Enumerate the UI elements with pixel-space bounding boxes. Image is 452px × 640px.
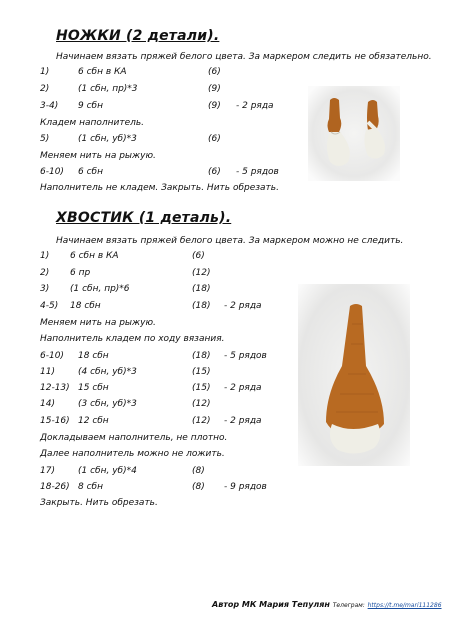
legs-row-5-num: 5) <box>40 134 50 144</box>
tail-row-10-num: 14) <box>40 399 55 409</box>
tail-row-1-text: 6 сбн в КА <box>70 251 119 261</box>
tail-row-14-count: (8) <box>192 466 205 476</box>
legs-row-3-num: 3-4) <box>40 101 59 111</box>
tail-row-15-count: (8) <box>192 482 205 492</box>
tail-row-9-num: 12-13) <box>40 383 70 393</box>
tail-row-10-count: (12) <box>192 399 211 409</box>
legs-row-1-count: (6) <box>208 67 221 77</box>
tail-row-2-text: 6 пр <box>70 268 91 278</box>
legs-intro: Начинаем вязать пряжей белого цвета. За маркером следить не обязательно. <box>56 52 432 62</box>
legs-row-3-text: 9 сбн <box>78 101 103 111</box>
tail-row-2-count: (12) <box>192 268 211 278</box>
tail-row-4-num: 4-5) <box>40 301 59 311</box>
legs-row-7-note: - 5 рядов <box>236 167 279 177</box>
legs-row-2-count: (9) <box>208 84 221 94</box>
tail-row-14-num: 17) <box>40 466 55 476</box>
tail-row-13-text: Далее наполнитель можно не ложить. <box>40 449 225 459</box>
tail-row-15-note: - 9 рядов <box>224 482 267 492</box>
tail-row-7-num: 6-10) <box>40 351 64 361</box>
tail-row-15-num: 18-26) <box>40 482 70 492</box>
tail-row-3-num: 3) <box>40 284 50 294</box>
legs-row-5-count: (6) <box>208 134 221 144</box>
tail-row-11-num: 15-16) <box>40 416 70 426</box>
tail-row-1-count: (6) <box>192 251 205 261</box>
footer <box>212 600 442 609</box>
tail-row-8-text: (4 сбн, уб)*3 <box>78 367 137 377</box>
tail-row-4-text: 18 сбн <box>70 301 101 311</box>
tail-row-15-text: 8 сбн <box>78 482 103 492</box>
tail-row-11-text: 12 сбн <box>78 416 109 426</box>
telegram-link[interactable]: https://t.me/mari111286 <box>367 602 442 609</box>
legs-row-3-count: (9) <box>208 101 221 111</box>
tail-row-16-text: Закрыть. Нить обрезать. <box>40 498 158 508</box>
legs-row-5-text: (1 сбн, уб)*3 <box>78 134 137 144</box>
legs-row-2-text: (1 сбн, пр)*3 <box>78 84 138 94</box>
legs-row-7-num: 6-10) <box>40 167 64 177</box>
tail-row-9-text: 15 сбн <box>78 383 109 393</box>
tail-row-9-count: (15) <box>192 383 211 393</box>
legs-row-1-num: 1) <box>40 67 50 77</box>
tail-row-8-num: 11) <box>40 367 55 377</box>
tail-row-3-count: (18) <box>192 284 211 294</box>
tail-row-5-text: Меняем нить на рыжую. <box>40 318 156 328</box>
legs-row-8-text: Наполнитель не кладем. Закрыть. Нить обрезать. <box>40 183 279 193</box>
tail-row-2-num: 2) <box>40 268 50 278</box>
tail-row-3-text: (1 сбн, пр)*6 <box>70 284 130 294</box>
tail-title: ХВОСТИК (1 деталь). <box>56 210 232 226</box>
legs-row-3-note: - 2 ряда <box>236 101 274 111</box>
legs-title: НОЖКИ (2 детали). <box>56 28 220 44</box>
tail-row-7-text: 18 сбн <box>78 351 109 361</box>
legs-row-2-num: 2) <box>40 84 50 94</box>
legs-row-7-text: 6 сбн <box>78 167 103 177</box>
tail-row-4-count: (18) <box>192 301 211 311</box>
tail-row-10-text: (3 сбн, уб)*3 <box>78 399 137 409</box>
legs-row-7-count: (6) <box>208 167 221 177</box>
tail-row-7-note: - 5 рядов <box>224 351 267 361</box>
tail-row-1-num: 1) <box>40 251 50 261</box>
tail-row-6-text: Наполнитель кладем по ходу вязания. <box>40 334 225 344</box>
tail-row-4-note: - 2 ряда <box>224 301 262 311</box>
legs-photo <box>308 86 400 181</box>
tail-row-11-count: (12) <box>192 416 211 426</box>
author-credit: Автор МК Мария Тепулян <box>212 600 330 609</box>
tail-photo <box>298 284 410 466</box>
tail-row-12-text: Докладываем наполнитель, не плотно. <box>40 433 228 443</box>
legs-row-4-text: Кладем наполнитель. <box>40 118 145 128</box>
legs-row-1-text: 6 сбн в КА <box>78 67 127 77</box>
tail-row-7-count: (18) <box>192 351 211 361</box>
tail-row-9-note: - 2 ряда <box>224 383 262 393</box>
tail-row-8-count: (15) <box>192 367 211 377</box>
tail-row-11-note: - 2 ряда <box>224 416 262 426</box>
telegram-label: Телеграм: <box>332 602 365 609</box>
tail-intro: Начинаем вязать пряжей белого цвета. За маркером можно не следить. <box>56 236 404 246</box>
legs-row-6-text: Меняем нить на рыжую. <box>40 151 156 161</box>
tail-row-14-text: (1 сбн, уб)*4 <box>78 466 137 476</box>
